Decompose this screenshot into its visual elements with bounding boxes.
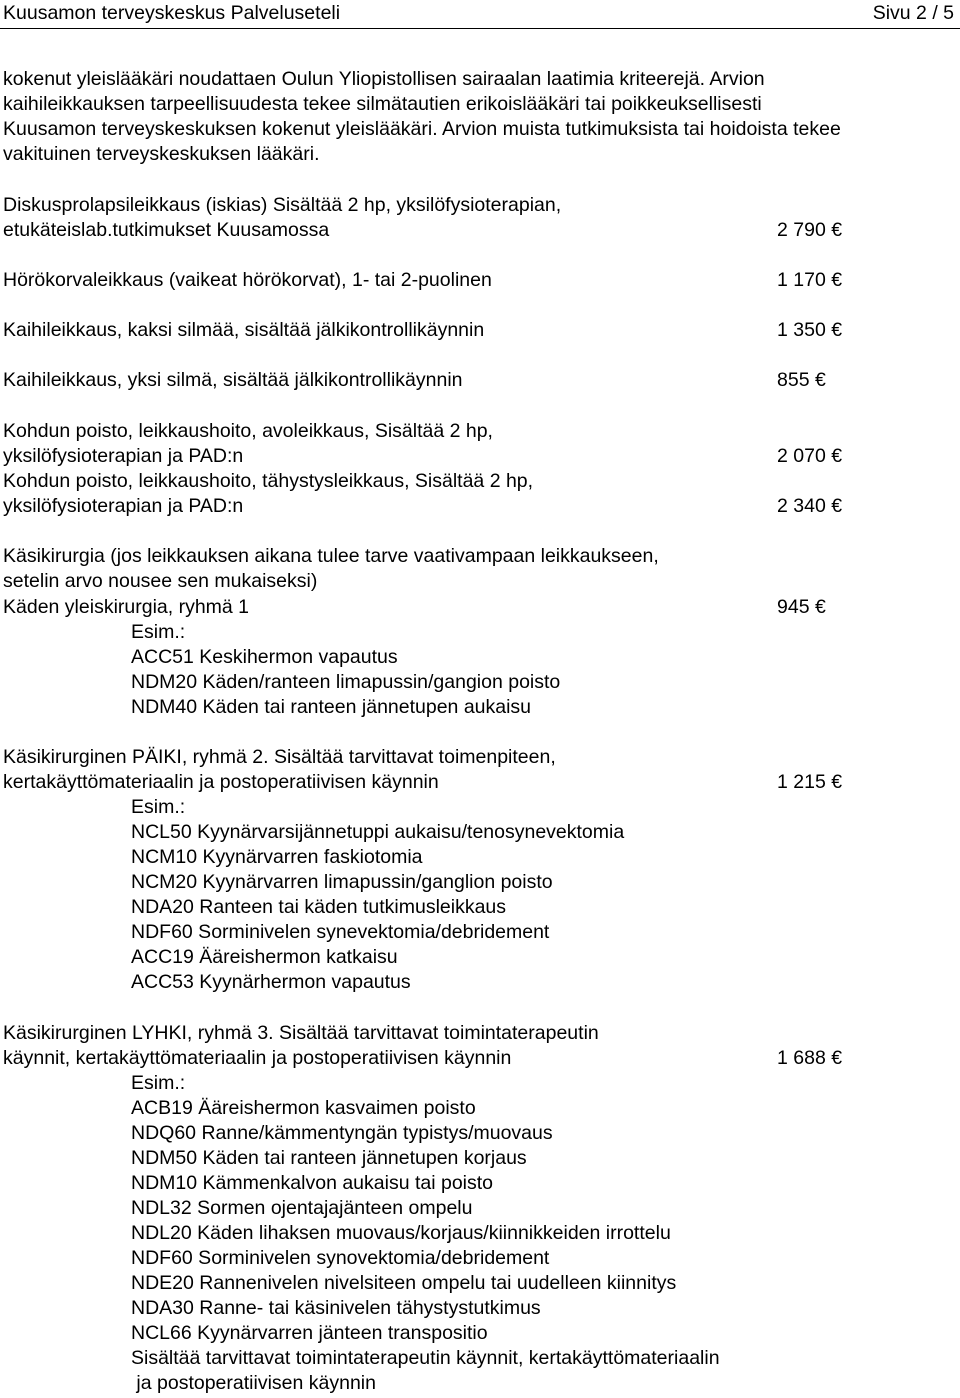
service-line: Kaihileikkaus, yksi silmä, sisältää jälkikontrollikäynnin (3, 369, 463, 391)
procedure-item: ACC51 Keskihermon vapautus (131, 646, 398, 668)
service-line: Kohdun poisto, leikkaushoito, avoleikkaus, Sisältää 2 hp, (3, 420, 493, 442)
hand-surgery-intro: setelin arvo nousee sen mukaiseksi) (3, 570, 318, 592)
intro-line: kaihileikkauksen tarpeellisuudesta tekee silmätautien erikoislääkäri tai poikkeuksellisesti (3, 93, 762, 115)
procedure-item: ACC53 Kyynärhermon vapautus (131, 971, 411, 993)
procedure-item: NDQ60 Ranne/kämmentyngän typistys/muovaus (131, 1122, 553, 1144)
procedure-item: NCL66 Kyynärvarren jänteen transpositio (131, 1322, 488, 1344)
intro-line: vakituinen terveyskeskuksen lääkäri. (3, 143, 320, 165)
hand-group-title: Käden yleiskirurgia, ryhmä 1 (3, 596, 250, 618)
procedure-item: ACB19 Ääreishermon kasvaimen poisto (131, 1097, 476, 1119)
service-line: yksilöfysioterapian ja PAD:n (3, 495, 244, 517)
procedure-item: NDA20 Ranteen tai käden tutkimusleikkaus (131, 896, 507, 918)
page-number: Sivu 2 / 5 (872, 2, 954, 24)
hand-group-price: 1 215 € (777, 771, 843, 793)
procedure-item: NCM10 Kyynärvarren faskiotomia (131, 846, 423, 868)
procedure-item: NDM40 Käden tai ranteen jännetupen aukaisu (131, 696, 532, 718)
procedure-item: NCM20 Kyynärvarren limapussin/ganglion poisto (131, 871, 553, 893)
procedure-item: NDE20 Rannenivelen nivelsiteen ompelu tai uudelleen kiinnitys (131, 1272, 677, 1294)
service-line: yksilöfysioterapian ja PAD:n (3, 445, 244, 467)
procedure-item: NDM10 Kämmenkalvon aukaisu tai poisto (131, 1172, 494, 1194)
procedure-item: NDM50 Käden tai ranteen jännetupen korjaus (131, 1147, 527, 1169)
service-line: Hörökorvaleikkaus (vaikeat hörökorvat), 1- tai 2-puolinen (3, 269, 492, 291)
document-title: Kuusamon terveyskeskus Palveluseteli (3, 2, 341, 24)
procedure-item: NDL32 Sormen ojentajajänteen ompelu (131, 1197, 473, 1219)
group-note: Sisältää tarvittavat toimintaterapeutin käynnit, kertakäyttömateriaalin (131, 1347, 720, 1369)
procedure-item: NDF60 Sorminivelen synevektomia/debridement (131, 921, 550, 943)
service-price: 1 350 € (777, 319, 843, 341)
hand-group-price: 945 € (777, 596, 826, 618)
example-label: Esim.: (131, 796, 186, 818)
procedure-item: ACC19 Ääreishermon katkaisu (131, 946, 398, 968)
intro-line: kokenut yleislääkäri noudattaen Oulun Yliopistollisen sairaalan laatimia kriteerejä. Arvion (3, 68, 765, 90)
procedure-item: NDA30 Ranne- tai käsinivelen tähystystutkimus (131, 1297, 541, 1319)
service-price: 1 170 € (777, 269, 843, 291)
example-label: Esim.: (131, 621, 186, 643)
group-note: ja postoperatiivisen käynnin (131, 1372, 376, 1394)
example-label: Esim.: (131, 1072, 186, 1094)
service-line: Kohdun poisto, leikkaushoito, tähystysleikkaus, Sisältää 2 hp, (3, 470, 534, 492)
procedure-item: NCL50 Kyynärvarsijännetuppi aukaisu/tenosynevektomia (131, 821, 625, 843)
hand-group-title: kertakäyttömateriaalin ja postoperatiivisen käynnin (3, 771, 439, 793)
page-header (0, 0, 960, 29)
hand-group-title: Käsikirurginen PÄIKI, ryhmä 2. Sisältää tarvittavat toimenpiteen, (3, 746, 556, 768)
hand-group-price: 1 688 € (777, 1047, 843, 1069)
service-price: 2 790 € (777, 219, 843, 241)
service-price: 2 070 € (777, 445, 843, 467)
service-price: 855 € (777, 369, 826, 391)
service-line: Diskusprolapsileikkaus (iskias) Sisältää 2 hp, yksilöfysioterapian, (3, 194, 562, 216)
intro-line: Kuusamon terveyskeskuksen kokenut yleislääkäri. Arvion muista tutkimuksista tai hoidoista tekee (3, 118, 841, 140)
procedure-item: NDL20 Käden lihaksen muovaus/korjaus/kiinnikkeiden irrottelu (131, 1222, 671, 1244)
service-line: Kaihileikkaus, kaksi silmää, sisältää jälkikontrollikäynnin (3, 319, 485, 341)
procedure-item: NDF60 Sorminivelen synovektomia/debridement (131, 1247, 550, 1269)
service-line: etukäteislab.tutkimukset Kuusamossa (3, 219, 330, 241)
service-price: 2 340 € (777, 495, 843, 517)
hand-surgery-intro: Käsikirurgia (jos leikkauksen aikana tulee tarve vaativampaan leikkaukseen, (3, 545, 659, 567)
hand-group-title: Käsikirurginen LYHKI, ryhmä 3. Sisältää tarvittavat toimintaterapeutin (3, 1022, 599, 1044)
procedure-item: NDM20 Käden/ranteen limapussin/gangion poisto (131, 671, 561, 693)
hand-group-title: käynnit, kertakäyttömateriaalin ja postoperatiivisen käynnin (3, 1047, 512, 1069)
